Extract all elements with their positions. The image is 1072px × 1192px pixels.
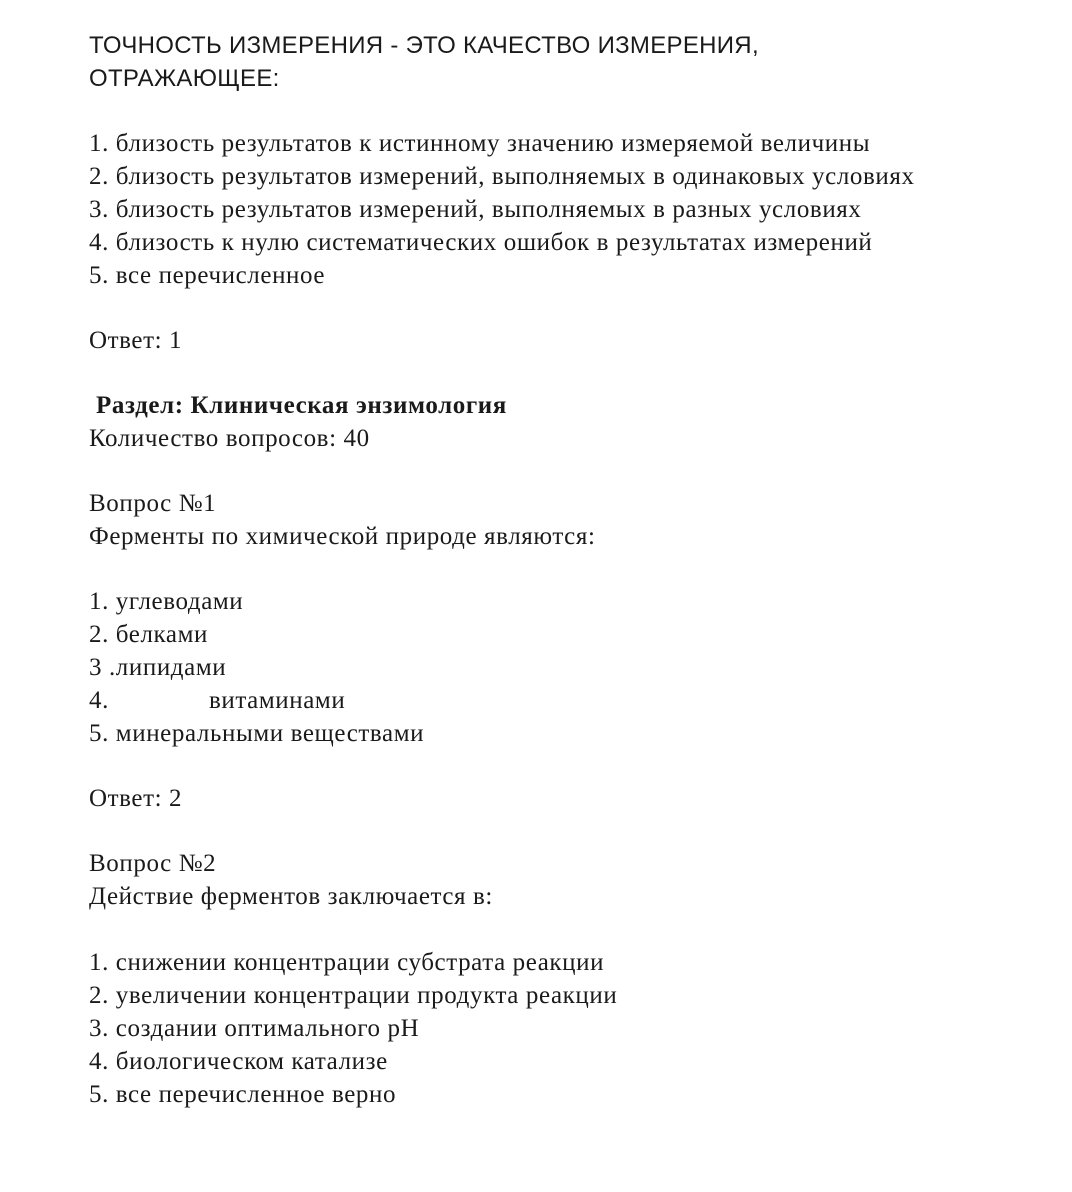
question-text: Действие ферментов заключается в: [89, 883, 493, 910]
question-title-line-1: ТОЧНОСТЬ ИЗМЕРЕНИЯ - ЭТО КАЧЕСТВО ИЗМЕРЕНИЯ, [89, 32, 759, 59]
answer-option: 2. белками [89, 621, 209, 648]
question-title-line-2: ОТРАЖАЮЩЕЕ: [89, 65, 280, 92]
answer-option: 3. создании оптимального рН [89, 1015, 420, 1042]
answer-option: 2. увеличении концентрации продукта реакции [89, 982, 618, 1009]
question-label: Вопрос №1 [89, 490, 217, 517]
answer-option: 3. близость результатов измерений, выполняемых в разных условиях [89, 196, 862, 223]
answer-option: 4. близость к нулю систематических ошибок в результатах измерений [89, 229, 873, 256]
section-title: Раздел: Клиническая энзимология [96, 392, 507, 419]
question-count: Количество вопросов: 40 [89, 425, 370, 452]
answer-key: Ответ: 2 [89, 785, 183, 812]
answer-option: 5. все перечисленное верно [89, 1081, 397, 1108]
question-text: Ферменты по химической природе являются: [89, 523, 596, 550]
answer-option: 4. биологическом катализе [89, 1048, 388, 1075]
answer-option: 3 .липидами [89, 654, 227, 681]
question-label: Вопрос №2 [89, 850, 217, 877]
answer-option: 1. углеводами [89, 588, 244, 615]
answer-option: 5. минеральными веществами [89, 720, 425, 747]
answer-option: 1. снижении концентрации субстрата реакции [89, 949, 605, 976]
answer-option-number: 4. [89, 687, 109, 714]
answer-option: 1. близость результатов к истинному значению измеряемой величины [89, 130, 871, 157]
answer-key: Ответ: 1 [89, 327, 183, 354]
answer-option: 2. близость результатов измерений, выполняемых в одинаковых условиях [89, 163, 915, 190]
answer-option-text: витаминами [208, 687, 346, 714]
answer-option: 5. все перечисленное [89, 262, 326, 289]
answer-option [89, 686, 345, 716]
